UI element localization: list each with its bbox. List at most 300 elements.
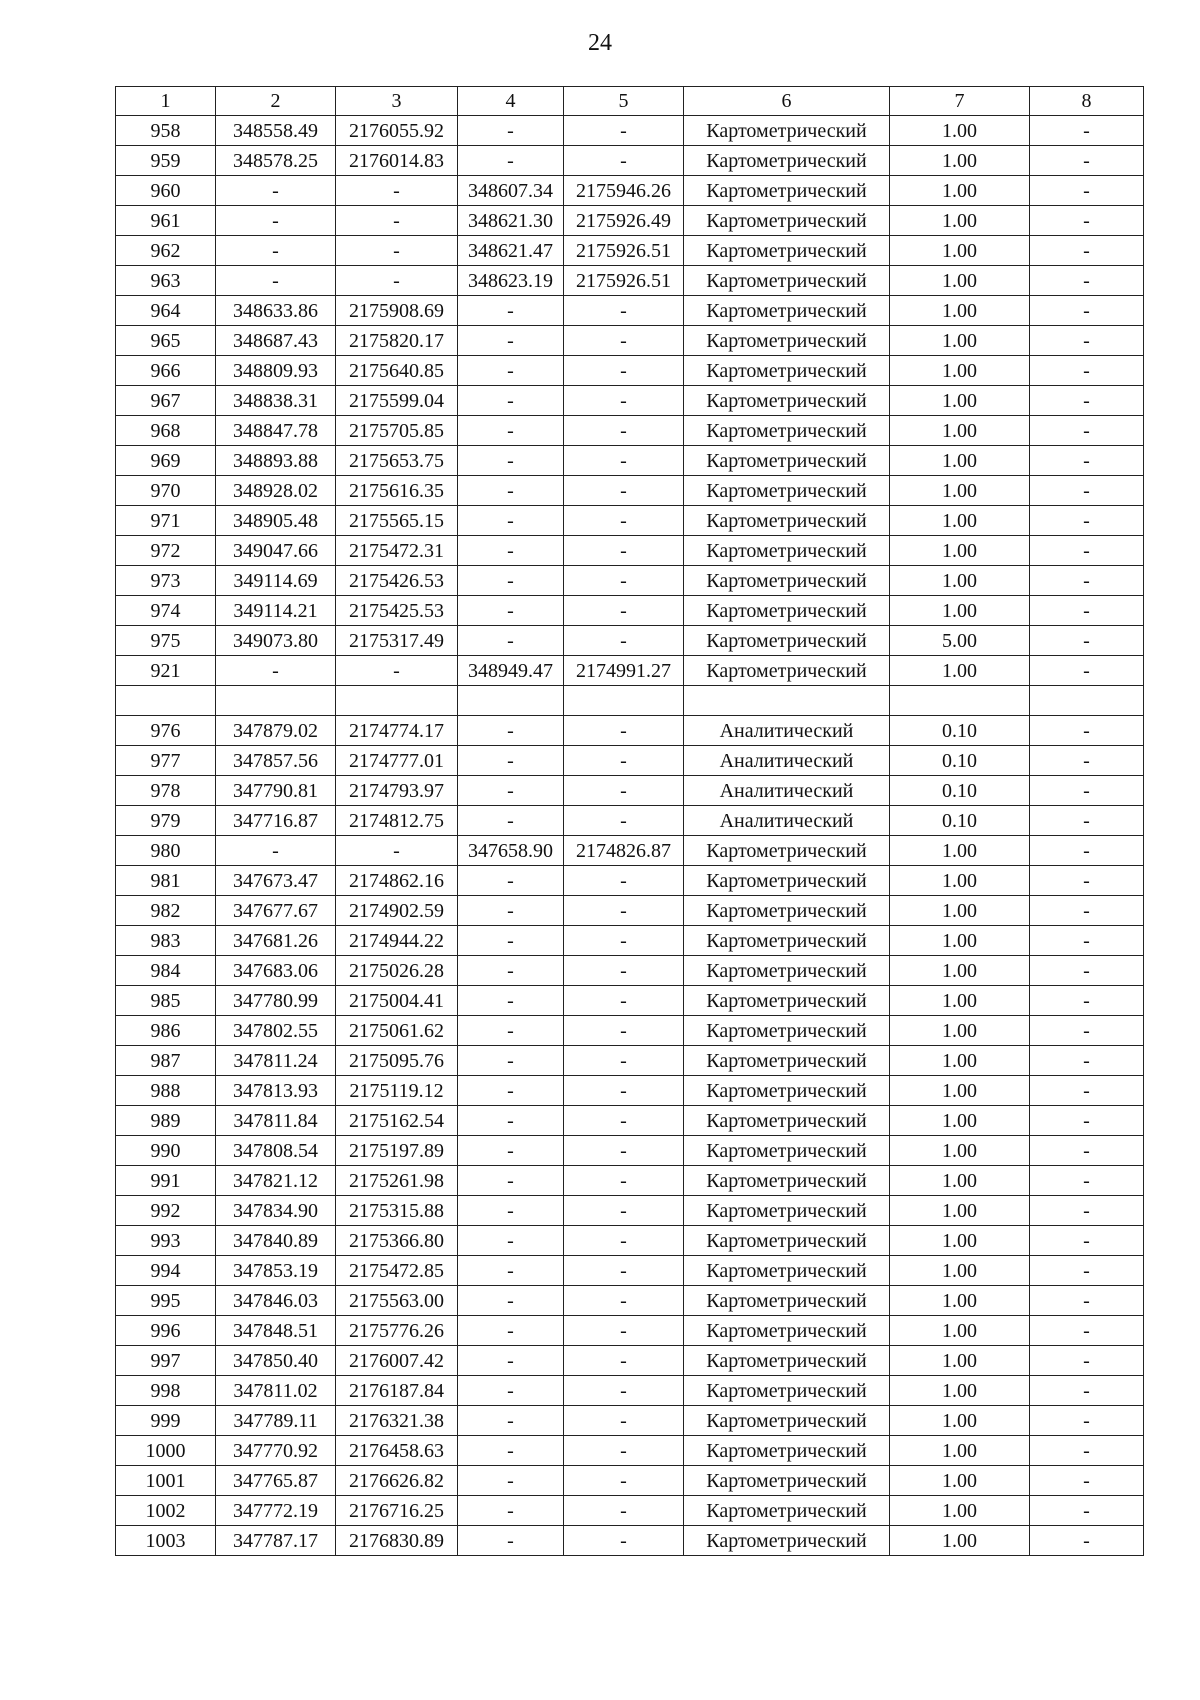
table-cell [116,686,216,716]
table-cell: Картометрический [684,1226,890,1256]
table-cell: Картометрический [684,1076,890,1106]
table-cell: 347780.99 [216,986,336,1016]
table-cell [336,686,458,716]
table-row [116,476,1144,506]
table-cell: 347821.12 [216,1166,336,1196]
table-cell: 0.10 [890,746,1030,776]
table-cell: 2176716.25 [336,1496,458,1526]
table-cell: 1.00 [890,1406,1030,1436]
table-cell: 1.00 [890,386,1030,416]
table-cell: 348578.25 [216,146,336,176]
table-cell: 1.00 [890,116,1030,146]
table-cell: 2175926.49 [564,206,684,236]
table-cell: - [1030,1076,1144,1106]
table-cell: - [216,836,336,866]
table-cell: 967 [116,386,216,416]
table-cell: 348633.86 [216,296,336,326]
table-row [116,1016,1144,1046]
table-cell: 2175776.26 [336,1316,458,1346]
table-cell: - [564,446,684,476]
table-cell: - [458,1226,564,1256]
table-cell: 5.00 [890,626,1030,656]
table-cell: - [458,1256,564,1286]
table-cell: - [458,1376,564,1406]
table-header-row [116,87,1144,116]
table-cell: - [1030,326,1144,356]
table-cell: - [564,386,684,416]
page-number: 24 [588,30,612,56]
table-cell: Картометрический [684,626,890,656]
table-cell: 2174793.97 [336,776,458,806]
table-cell: 347765.87 [216,1466,336,1496]
table-cell: Картометрический [684,1046,890,1076]
table-cell: - [564,1226,684,1256]
table-cell: 2175820.17 [336,326,458,356]
table-cell: 984 [116,956,216,986]
table-cell: 960 [116,176,216,206]
table-cell: 348949.47 [458,656,564,686]
table-row [116,446,1144,476]
table-cell: - [1030,416,1144,446]
table-cell: 347673.47 [216,866,336,896]
table-cell [564,686,684,716]
table-cell: 958 [116,116,216,146]
table-cell: - [1030,1376,1144,1406]
table-cell: - [458,1196,564,1226]
table-cell: - [564,1316,684,1346]
table-row [116,1076,1144,1106]
table-cell: 961 [116,206,216,236]
table-cell: 1.00 [890,326,1030,356]
table-row [116,506,1144,536]
table-cell: Картометрический [684,266,890,296]
table-cell: Картометрический [684,1466,890,1496]
table-cell: 348809.93 [216,356,336,386]
table-cell: 1.00 [890,416,1030,446]
table-cell: - [564,536,684,566]
table-cell: 2174777.01 [336,746,458,776]
table-row [116,536,1144,566]
table-cell: 1001 [116,1466,216,1496]
table-cell: - [1030,446,1144,476]
table-cell: - [564,1406,684,1436]
table-cell: - [336,266,458,296]
column-header: 8 [1030,87,1144,116]
table-cell: - [564,1076,684,1106]
table-cell: 347850.40 [216,1346,336,1376]
table-cell: - [564,476,684,506]
table-cell [684,686,890,716]
table-cell: 2176055.92 [336,116,458,146]
table-cell: 347683.06 [216,956,336,986]
table-cell: 996 [116,1316,216,1346]
table-row [116,1136,1144,1166]
table-cell: 976 [116,716,216,746]
table-cell: 2175315.88 [336,1196,458,1226]
table-cell: - [1030,506,1144,536]
table-cell: 983 [116,926,216,956]
table-cell: 998 [116,1376,216,1406]
table-row [116,356,1144,386]
table-cell: 348621.30 [458,206,564,236]
table-cell: - [564,1466,684,1496]
column-header: 1 [116,87,216,116]
table-cell: 348893.88 [216,446,336,476]
table-cell: 921 [116,656,216,686]
table-cell: Картометрический [684,146,890,176]
table-cell: 1.00 [890,1166,1030,1196]
table-cell: - [458,596,564,626]
table-cell: - [564,776,684,806]
table-cell: 1.00 [890,1436,1030,1466]
table-cell: 1.00 [890,536,1030,566]
table-cell: 2174944.22 [336,926,458,956]
table-cell: Аналитический [684,716,890,746]
table-cell: - [1030,926,1144,956]
table-cell: - [458,446,564,476]
table-cell: 347772.19 [216,1496,336,1526]
table-cell: 349114.21 [216,596,336,626]
column-header: 4 [458,87,564,116]
table-cell: 969 [116,446,216,476]
table-cell: - [1030,836,1144,866]
table-cell: Картометрический [684,296,890,326]
table-cell: 970 [116,476,216,506]
table-cell: 348607.34 [458,176,564,206]
table-cell: 968 [116,416,216,446]
table-row [116,1166,1144,1196]
table-cell: - [458,626,564,656]
table-row [116,836,1144,866]
table-cell: - [1030,1166,1144,1196]
table-cell: 347802.55 [216,1016,336,1046]
table-cell: 990 [116,1136,216,1166]
table-cell: Картометрический [684,1166,890,1196]
table-cell: 347857.56 [216,746,336,776]
table-cell: 347808.54 [216,1136,336,1166]
table-row [116,776,1144,806]
table-cell: - [1030,1046,1144,1076]
table-cell: 2175640.85 [336,356,458,386]
table-cell: - [458,476,564,506]
table-cell: - [458,1316,564,1346]
table-cell: - [1030,1286,1144,1316]
table-cell: 994 [116,1256,216,1286]
table-cell: 959 [116,146,216,176]
table-cell: Картометрический [684,1526,890,1556]
table-cell: - [336,836,458,866]
table-cell: - [1030,806,1144,836]
table-cell: 1.00 [890,566,1030,596]
table-cell: 2175472.31 [336,536,458,566]
table-cell: 1.00 [890,1076,1030,1106]
table-cell: 2175908.69 [336,296,458,326]
table-cell: 347853.19 [216,1256,336,1286]
table-cell: - [458,896,564,926]
table-cell: 1.00 [890,836,1030,866]
table-cell: 347787.17 [216,1526,336,1556]
table-row [116,596,1144,626]
table-cell: 962 [116,236,216,266]
table-cell: Картометрический [684,1136,890,1166]
table-cell: - [1030,236,1144,266]
table-cell: 2175026.28 [336,956,458,986]
table-cell: - [564,1046,684,1076]
table-cell: - [564,356,684,386]
table-cell: - [458,1406,564,1436]
table-cell: - [564,896,684,926]
table-cell: Картометрический [684,926,890,956]
table-cell: 347811.84 [216,1106,336,1136]
table-cell: - [458,716,564,746]
table-cell: 0.10 [890,716,1030,746]
table-cell: - [564,566,684,596]
table-cell: 348905.48 [216,506,336,536]
table-cell: 1.00 [890,1256,1030,1286]
table-cell: 989 [116,1106,216,1136]
table-row [116,1496,1144,1526]
table-cell: 2176458.63 [336,1436,458,1466]
table-cell: 2175563.00 [336,1286,458,1316]
table-cell: - [564,596,684,626]
table-cell: Картометрический [684,656,890,686]
table-cell: 978 [116,776,216,806]
table-cell: - [1030,206,1144,236]
table-cell: 1.00 [890,1346,1030,1376]
table-cell: - [1030,1016,1144,1046]
table-cell: 2175366.80 [336,1226,458,1256]
table-cell: - [336,176,458,206]
table-cell: - [1030,1196,1144,1226]
table-cell: - [1030,116,1144,146]
table-cell: - [564,296,684,326]
table-cell: 2175095.76 [336,1046,458,1076]
table-row [116,866,1144,896]
table-cell: 965 [116,326,216,356]
table-cell: 1.00 [890,296,1030,326]
table-cell: Картометрический [684,1436,890,1466]
table-cell: Картометрический [684,446,890,476]
table-row [116,956,1144,986]
table-cell: 1.00 [890,1316,1030,1346]
table-cell: - [564,746,684,776]
table-cell: - [1030,146,1144,176]
table-cell: Картометрический [684,356,890,386]
table-cell: 2174991.27 [564,656,684,686]
table-cell: 1.00 [890,1226,1030,1256]
table-cell: 1002 [116,1496,216,1526]
table-cell: 348847.78 [216,416,336,446]
table-cell: - [564,1526,684,1556]
table-cell: - [458,326,564,356]
table-row [116,656,1144,686]
table-row [116,266,1144,296]
table-cell: - [1030,1436,1144,1466]
table-cell: Картометрический [684,1376,890,1406]
table-cell: 987 [116,1046,216,1076]
table-cell: - [1030,776,1144,806]
table-cell: Картометрический [684,476,890,506]
table-cell: 348558.49 [216,116,336,146]
table-cell: - [1030,176,1144,206]
table-cell: 347716.87 [216,806,336,836]
table-cell: - [458,866,564,896]
table-cell: - [1030,1496,1144,1526]
table-cell [1030,686,1144,716]
table-cell: - [564,716,684,746]
table-cell: - [458,1106,564,1136]
column-header: 7 [890,87,1030,116]
table-cell: 2176321.38 [336,1406,458,1436]
table-row [116,716,1144,746]
table-cell: - [458,1016,564,1046]
table-cell: 992 [116,1196,216,1226]
table-cell: 347848.51 [216,1316,336,1346]
table-cell: Картометрический [684,506,890,536]
table-cell: - [564,1496,684,1526]
table-cell: - [458,1526,564,1556]
table-cell: 2175653.75 [336,446,458,476]
table-cell: 2175197.89 [336,1136,458,1166]
table-cell: 964 [116,296,216,326]
table-cell: 2174862.16 [336,866,458,896]
table-cell: Аналитический [684,806,890,836]
table-row [116,1376,1144,1406]
table-cell: Картометрический [684,956,890,986]
table-cell: - [458,776,564,806]
table-cell: 2174902.59 [336,896,458,926]
table-cell: 971 [116,506,216,536]
table-cell: 2176830.89 [336,1526,458,1556]
table-cell: - [564,146,684,176]
table-cell: 1.00 [890,266,1030,296]
table-cell: - [564,1136,684,1166]
table-cell: 347658.90 [458,836,564,866]
table-cell: - [216,266,336,296]
table-cell: - [458,1346,564,1376]
table-cell: Картометрический [684,1196,890,1226]
table-cell: - [458,356,564,386]
table-row [116,1316,1144,1346]
table-cell: - [458,116,564,146]
table-cell: - [1030,986,1144,1016]
table-cell: Аналитический [684,776,890,806]
table-cell: - [564,1436,684,1466]
table-cell: 1.00 [890,1376,1030,1406]
table-cell: - [564,326,684,356]
table-cell: - [458,1166,564,1196]
table-cell: - [1030,1256,1144,1286]
table-cell: Картометрический [684,176,890,206]
table-cell: 999 [116,1406,216,1436]
table-row [116,806,1144,836]
table-cell: 347840.89 [216,1226,336,1256]
table-cell: - [1030,656,1144,686]
table-cell: - [458,1136,564,1166]
table-row [116,236,1144,266]
table-cell: 995 [116,1286,216,1316]
table-row [116,1466,1144,1496]
table-cell: - [1030,266,1144,296]
table-cell: - [458,1046,564,1076]
table-cell: 997 [116,1346,216,1376]
table-cell: Картометрический [684,1316,890,1346]
table-cell: 2176014.83 [336,146,458,176]
table-cell: - [564,416,684,446]
table-cell: Картометрический [684,1256,890,1286]
table-cell: Картометрический [684,1016,890,1046]
table-cell: - [564,926,684,956]
table-cell: 966 [116,356,216,386]
column-header: 5 [564,87,684,116]
table-cell: - [1030,1226,1144,1256]
table-cell: 988 [116,1076,216,1106]
table-cell: - [564,1286,684,1316]
table-cell: 347681.26 [216,926,336,956]
table-cell: Картометрический [684,1406,890,1436]
table-cell: - [1030,1406,1144,1436]
table-row [116,176,1144,206]
table-cell: 1.00 [890,1046,1030,1076]
table-row [116,1346,1144,1376]
table-cell: - [458,956,564,986]
table-cell: - [564,1106,684,1136]
table-cell: - [458,386,564,416]
table-cell: - [1030,1136,1144,1166]
table-row [116,296,1144,326]
table-cell: - [1030,1466,1144,1496]
table-cell: 2176626.82 [336,1466,458,1496]
table-cell: 982 [116,896,216,926]
table-cell: - [458,926,564,956]
table-cell: 347811.02 [216,1376,336,1406]
table-cell: - [564,986,684,1016]
table-cell: - [1030,1106,1144,1136]
table-cell: - [336,236,458,266]
table-cell: Картометрический [684,116,890,146]
table-cell: 0.10 [890,776,1030,806]
table-cell: - [564,1346,684,1376]
table-cell: - [1030,896,1144,926]
table-cell: 2175317.49 [336,626,458,656]
table-cell: 1.00 [890,236,1030,266]
table-cell: 347846.03 [216,1286,336,1316]
table-cell: - [458,1436,564,1466]
table-cell: 2174826.87 [564,836,684,866]
table-cell: - [564,866,684,896]
table-cell: 1.00 [890,866,1030,896]
table-cell: 2175599.04 [336,386,458,416]
table-cell: 2174774.17 [336,716,458,746]
table-cell: - [564,806,684,836]
table-cell: Картометрический [684,896,890,926]
coordinates-table [115,86,1144,1556]
table-cell: 991 [116,1166,216,1196]
table-cell: 1.00 [890,1526,1030,1556]
table-cell: - [1030,626,1144,656]
table-cell: 979 [116,806,216,836]
table-cell: - [1030,476,1144,506]
table-cell: 2175004.41 [336,986,458,1016]
table-row [116,116,1144,146]
table-cell: 348621.47 [458,236,564,266]
table-cell: - [458,146,564,176]
table-cell: 347789.11 [216,1406,336,1436]
table-cell: 2175425.53 [336,596,458,626]
table-cell: - [1030,956,1144,986]
table-cell [890,686,1030,716]
table-row [116,566,1144,596]
